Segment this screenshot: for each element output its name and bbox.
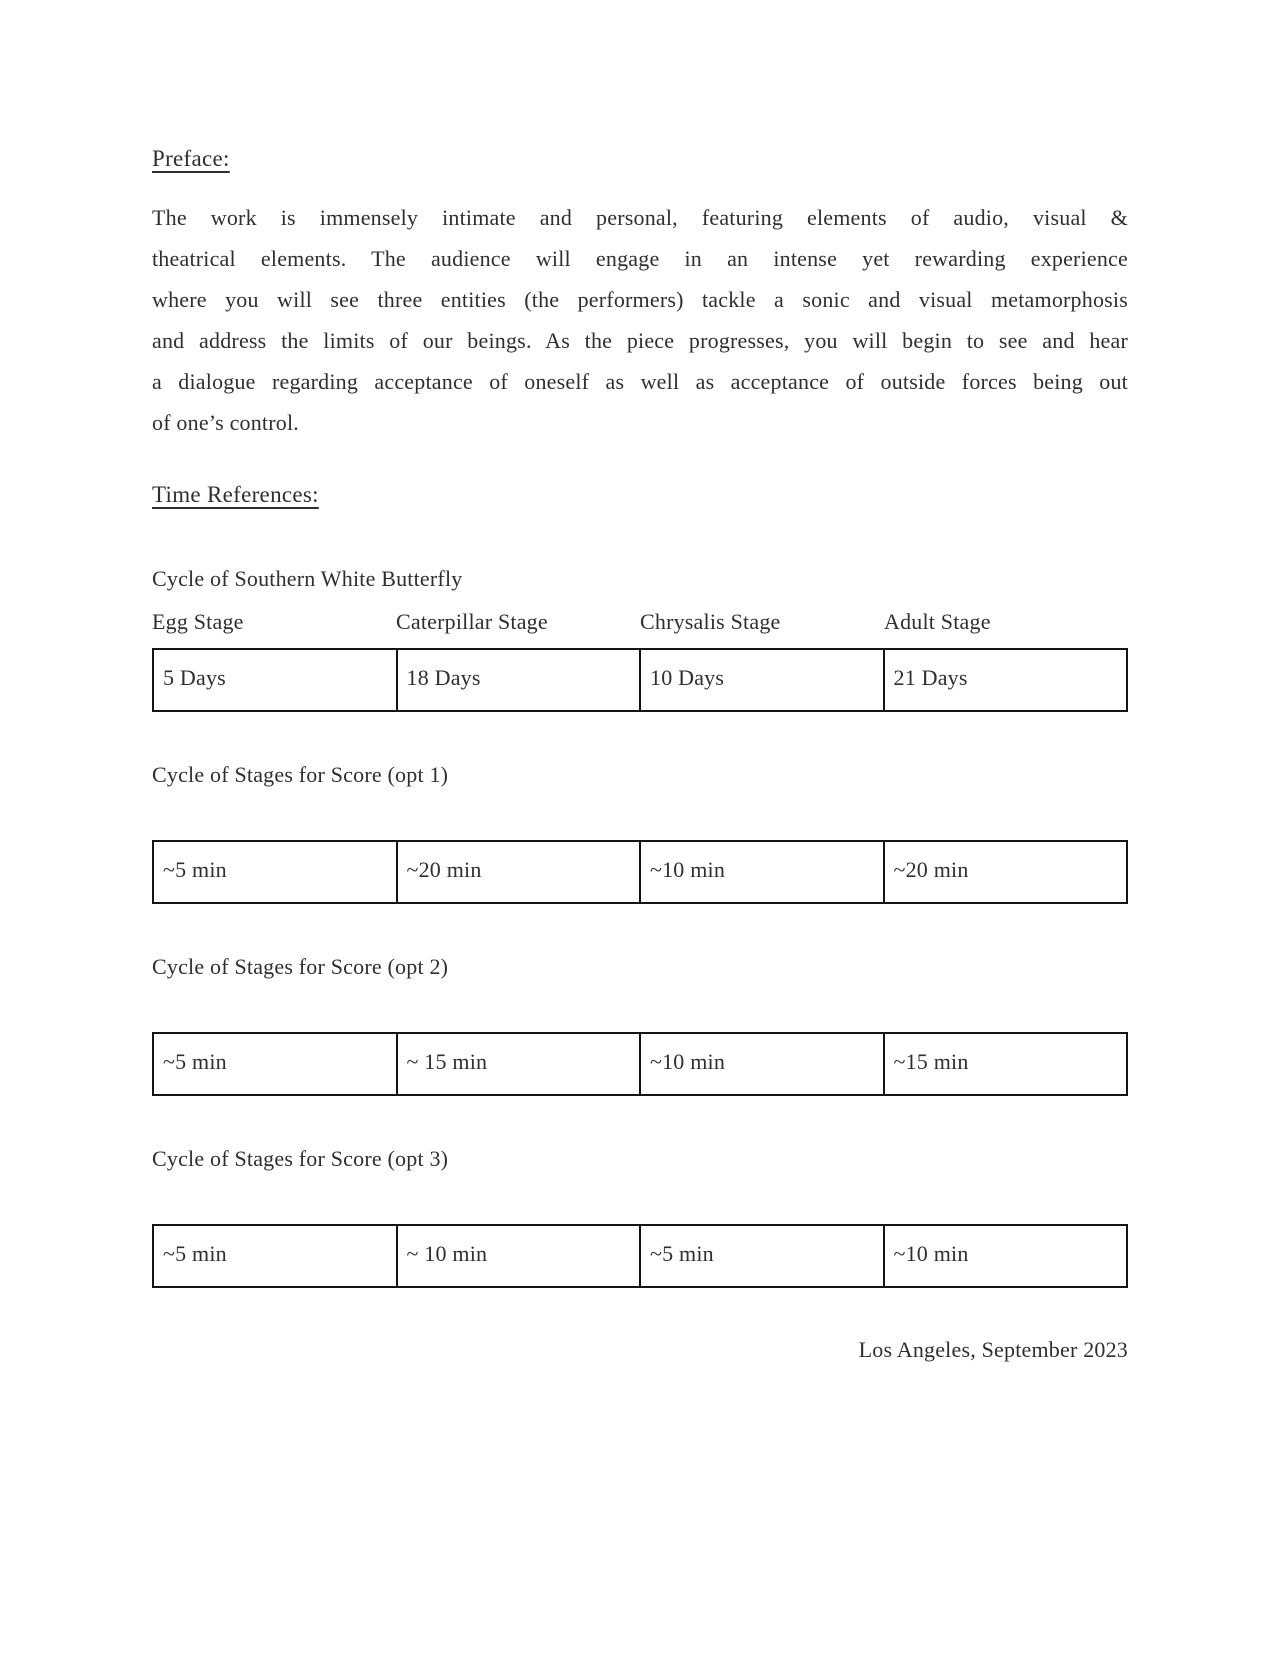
table-cell: 21 Days [884,649,1128,711]
paragraph-line: where you will see three entities (the performers) tackle a sonic and visual metamorphosis [152,287,1128,312]
column-header-egg-stage: Egg Stage [152,609,244,634]
table-cell: 5 Days [153,649,397,711]
table-cell: ~20 min [397,841,641,903]
place-date-line: Los Angeles, September 2023 [858,1337,1128,1362]
score-cycle-opt1-label: Cycle of Stages for Score (opt 1) [152,762,449,787]
table-cell: 18 Days [397,649,641,711]
table-cell: ~10 min [640,1033,884,1095]
butterfly-cycle-table [152,648,1128,712]
table-cell: ~10 min [884,1225,1128,1287]
score-cycle-opt2-label: Cycle of Stages for Score (opt 2) [152,954,449,979]
score-cycle-opt1-table [152,840,1128,904]
table-row [153,649,1127,711]
score-cycle-opt3-table [152,1224,1128,1288]
table-row [153,841,1127,903]
paragraph-line: The work is immensely intimate and personal, featuring elements of audio, visual & [152,205,1128,230]
score-cycle-opt2-table [152,1032,1128,1096]
preface-heading: Preface: [152,146,230,171]
table-cell: ~5 min [153,841,397,903]
table-cell: 10 Days [640,649,884,711]
score-cycle-opt3-label: Cycle of Stages for Score (opt 3) [152,1146,449,1171]
column-header-caterpillar-stage: Caterpillar Stage [396,609,548,634]
table-cell: ~ 10 min [397,1225,641,1287]
table-cell: ~5 min [153,1033,397,1095]
paragraph-line: a dialogue regarding acceptance of oneself as well as acceptance of outside forces being out [152,369,1128,394]
table-row [153,1225,1127,1287]
time-references-heading: Time References: [152,482,319,507]
column-header-chrysalis-stage: Chrysalis Stage [640,609,781,634]
table-cell: ~ 15 min [397,1033,641,1095]
paragraph-line: theatrical elements. The audience will engage in an intense yet rewarding experience [152,246,1128,271]
table-cell: ~15 min [884,1033,1128,1095]
butterfly-cycle-label: Cycle of Southern White Butterfly [152,566,463,591]
butterfly-stage-header-row [152,609,1128,635]
column-header-adult-stage: Adult Stage [884,609,991,634]
table-row [153,1033,1127,1095]
paragraph-line: and address the limits of our beings. As the piece progresses, you will begin to see and hear [152,328,1128,353]
preface-paragraph [152,197,1128,443]
table-cell: ~10 min [640,841,884,903]
paragraph-line: of one’s control. [152,410,299,435]
table-cell: ~5 min [153,1225,397,1287]
table-cell: ~20 min [884,841,1128,903]
table-cell: ~5 min [640,1225,884,1287]
